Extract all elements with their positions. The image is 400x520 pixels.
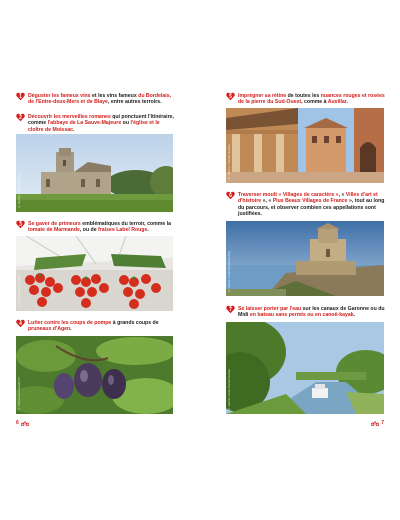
item-2 <box>16 114 176 133</box>
photo-credit: © Pixels Gourmands 47 <box>17 377 21 411</box>
page-number-right: 7 <box>371 420 384 426</box>
number-badge-icon: 2 <box>16 113 25 122</box>
item-6 <box>226 192 386 218</box>
photo-credit: © Jean-Jacques Evrard <box>17 274 21 308</box>
photo-credit: © Hemis / Franck Guiziou <box>227 143 231 180</box>
number-badge-icon: 3 <box>16 220 25 229</box>
prunes-photo <box>16 336 173 414</box>
item-5 <box>226 93 386 106</box>
number-badge-icon: 7 <box>226 305 235 314</box>
photo-credit: © Hemis / Xavier Bonnet <box>17 174 21 209</box>
number-badge-icon: 6 <box>226 191 235 200</box>
item-text: Se laisser porter par l'eau sur les canaux de Garonne ou du Midi en bateau sans permis ou en canoë-kayak. <box>238 306 385 319</box>
item-1 <box>16 93 176 106</box>
number-badge-icon: 1 <box>16 92 25 101</box>
item-text: Imprégner sa rétine de toutes les nuances rouges et rosées de la pierre du Sud-Ouest, comme à Auvillar. <box>238 93 385 106</box>
item-text: Déguster les fameux vins et les vins fameux du Bordelais, de l'Entre-deux-Mers et de Blaye, entre autres terroirs. <box>28 93 172 106</box>
cyclist-icon <box>21 421 29 426</box>
item-4 <box>16 320 176 333</box>
photo-credit: © Hemis / Jean-Daniel Sudres <box>227 250 231 293</box>
canal-photo <box>226 322 384 414</box>
auvillar-photo <box>226 108 384 183</box>
item-7 <box>226 306 386 319</box>
item-3 <box>16 221 176 234</box>
photo-credit: © Hemis / Jean-Daniel Sudres <box>227 368 231 411</box>
item-text: Découvrir les merveilles romanes qui ponctuent l'itinéraire, comme l'abbaye de La Sauve-Majeure ou l'église et le cloître de Moissac. <box>28 114 174 133</box>
right-page <box>200 0 400 520</box>
strawberries-photo <box>16 236 173 311</box>
number-badge-icon: 4 <box>16 319 25 328</box>
number-badge-icon: 5 <box>226 92 235 101</box>
page-number-left: 6 <box>16 420 29 426</box>
church-photo <box>226 221 384 296</box>
item-text: Lutter contre les coups de pompe à grands coups de pruneaux d'Agen. <box>28 320 159 333</box>
item-text: Se gaver de primeurs emblématiques du terroir, comme la tomate de Marmande, ou de fraises Label Rouge. <box>28 221 171 234</box>
abbey-photo <box>16 134 173 212</box>
item-text: Traverser moult « Villages de caractère », « Villes d'art et d'histoire », « Plus Beaux Villages de France », tout au long du parcours, et observer combien ces appellations sont justifiées. <box>238 192 385 218</box>
cyclist-icon <box>371 421 379 426</box>
